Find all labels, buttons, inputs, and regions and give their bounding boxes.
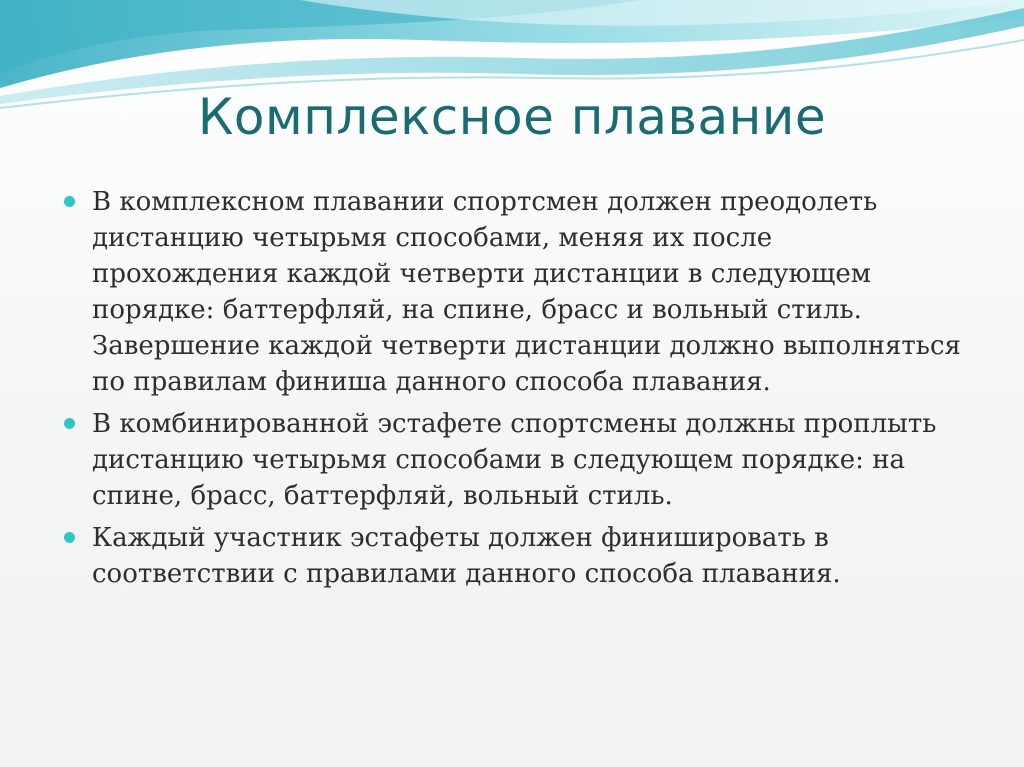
bullet-icon bbox=[64, 532, 75, 543]
list-item bbox=[92, 520, 962, 592]
bullet-text: Каждый участник эстафеты должен финишировать в соответствии с правилами данного способа плавания. bbox=[92, 523, 841, 589]
list-item bbox=[92, 406, 962, 514]
bullet-icon bbox=[64, 418, 75, 429]
list-item bbox=[92, 184, 962, 400]
bullet-text: В комплексном плавании спортсмен должен преодолеть дистанцию четырьмя способами, меняя их после прохождения каждой четверти дистанции в следующем порядке: баттерфляй, на спине, брасс и вольный стиль. Завершение каждой четверти дистанции должно выполняться по правилам финиша данного способа плавания. bbox=[92, 187, 961, 397]
bullet-text: В комбинированной эстафете спортсмены должны проплыть дистанцию четырьмя способами в следующем порядке: на спине, брасс, баттерфляй, вольный стиль. bbox=[92, 409, 937, 511]
slide-title: Комплексное плавание bbox=[197, 88, 827, 146]
bullet-icon bbox=[64, 196, 75, 207]
bullet-list bbox=[92, 184, 962, 598]
